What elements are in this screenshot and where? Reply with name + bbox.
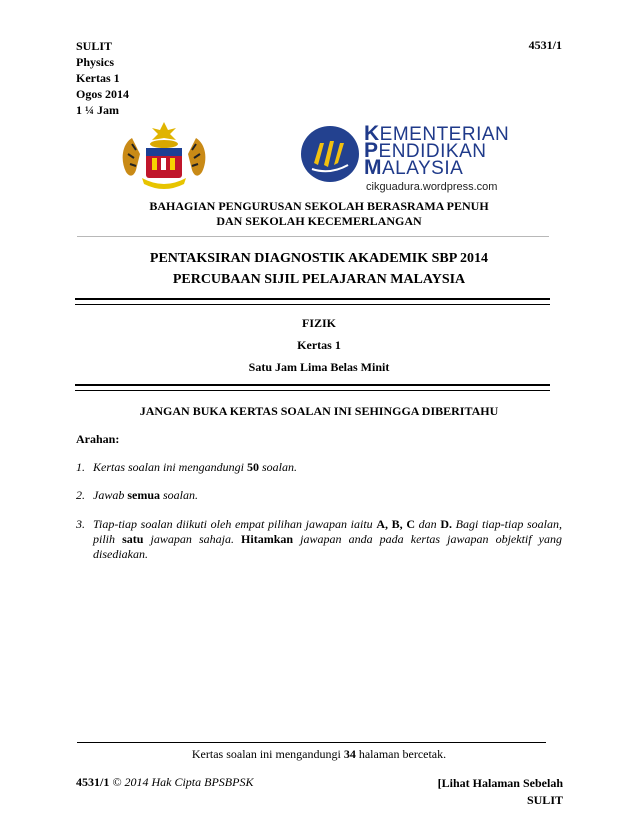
- title-line1: PENTAKSIRAN DIAGNOSTIK AKADEMIK SBP 2014: [149, 251, 489, 266]
- exam-paper: Kertas 1: [297, 338, 341, 352]
- ministry-line3-rest: ALAYSIA: [382, 158, 464, 179]
- header-code: 4531/1: [528, 38, 562, 52]
- header-status: SULIT: [76, 39, 113, 53]
- header-subject: Physics: [76, 55, 115, 69]
- coat-of-arms-logo: [118, 120, 210, 192]
- footer-copyright: 4531/1 © 2014 Hak Cipta BPSBPSK: [76, 775, 254, 789]
- ministry-name: [364, 122, 510, 179]
- next-page-label: [Lihat Halaman Sebelah: [437, 776, 563, 790]
- header-paper: Kertas 1: [76, 71, 120, 85]
- divider: [75, 298, 550, 305]
- page-count-note: Kertas soalan ini mengandungi 34 halaman bercetak.: [191, 747, 447, 761]
- ministry-line1-rest: EMENTERIAN: [379, 124, 510, 145]
- header-duration: 1 ¼ Jam: [76, 103, 119, 117]
- title-line2: PERCUBAAN SIJIL PELAJARAN MALAYSIA: [172, 272, 466, 287]
- division-heading: [0, 199, 638, 229]
- exam-subject: FIZIK: [301, 316, 336, 330]
- warning-text: JANGAN BUKA KERTAS SOALAN INI SEHINGGA DIBERITAHU: [139, 404, 499, 418]
- instructions-heading: Arahan:: [76, 432, 120, 446]
- division-line2: DAN SEKOLAH KECEMERLANGAN: [216, 214, 422, 228]
- header-date: Ogos 2014: [76, 87, 130, 101]
- ministry-line2-cap: P: [364, 139, 379, 162]
- ministry-line3-cap: M: [364, 156, 382, 179]
- exam-title: [0, 248, 638, 290]
- instruction-item: 3. Tiap-tiap soalan diikuti oleh empat pilihan jawapan iaitu A, B, C dan D. Bagi tiap-tiap soalan, pilih satu jawapan sahaja. Hitamkan jawapan anda pada kertas jawapan objektif yang disediakan.: [76, 517, 563, 561]
- instruction-item: 1. Kertas soalan ini mengandungi 50 soalan.: [76, 460, 298, 474]
- ministry-emblem-logo: [300, 125, 360, 183]
- divider: [77, 236, 549, 237]
- ministry-line2-rest: ENDIDIKAN: [378, 141, 487, 162]
- footer-right: [438, 775, 563, 809]
- header-block: [76, 38, 129, 118]
- instruction-item: 2. Jawab semua soalan.: [76, 488, 199, 502]
- ministry-line1-cap: K: [364, 122, 380, 145]
- footer-divider: [77, 742, 546, 743]
- division-line1: BAHAGIAN PENGURUSAN SEKOLAH BERASRAMA PENUH: [149, 199, 489, 213]
- divider: [75, 384, 550, 391]
- watermark-text: cikguadura.wordpress.com: [366, 181, 498, 193]
- footer-status: SULIT: [526, 793, 563, 807]
- exam-duration: Satu Jam Lima Belas Minit: [248, 360, 390, 374]
